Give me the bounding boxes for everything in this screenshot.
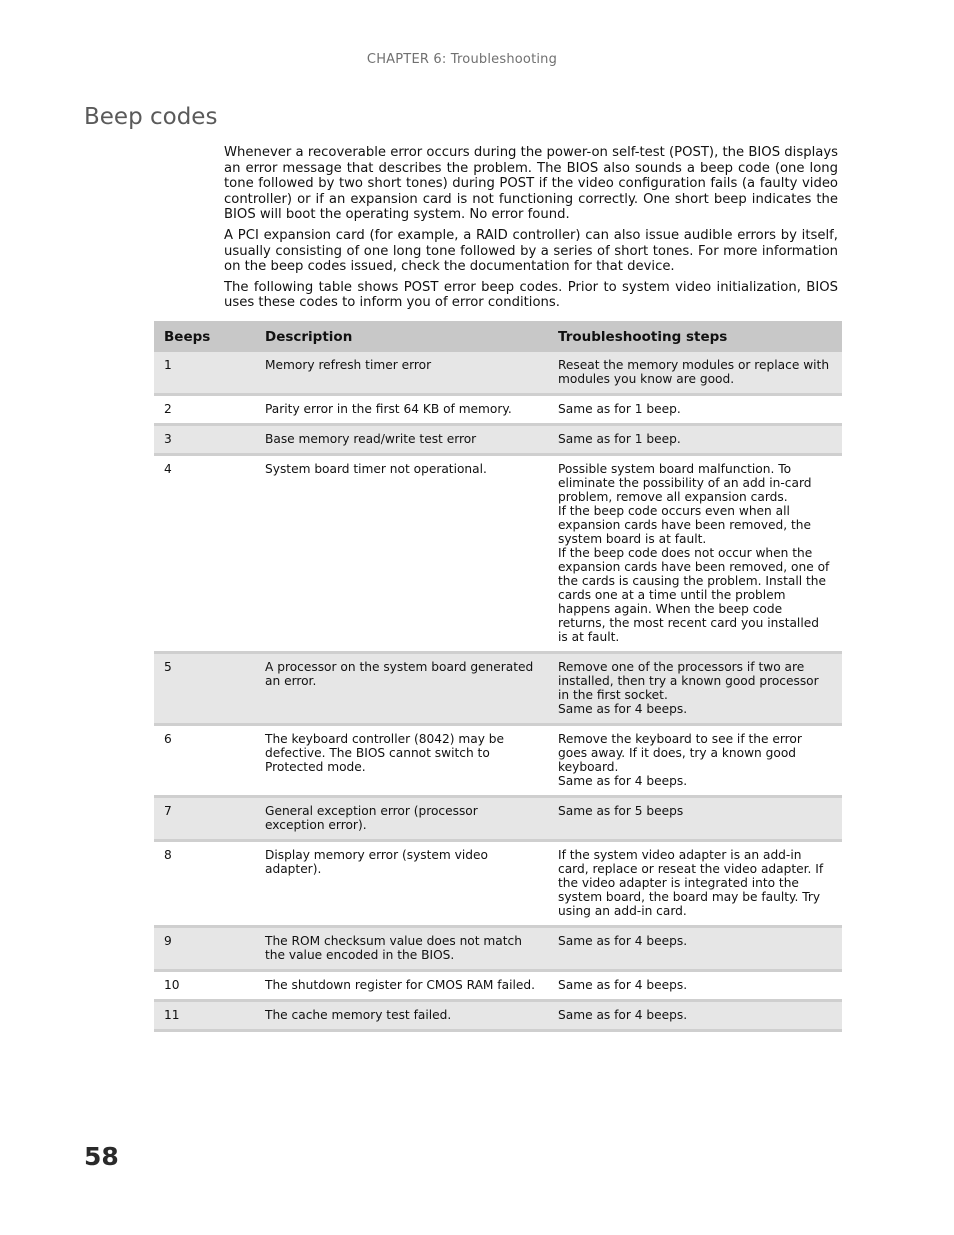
- steps-cell: Reseat the memory modules or replace with modules you know are good.: [548, 352, 842, 395]
- steps-cell: If the system video adapter is an add-in card, replace or reseat the video adapter. If the video adapter is integrated into the system board, the board may be faulty. Try using an add-in card.: [548, 841, 842, 927]
- table-row: [154, 725, 842, 797]
- header-beeps: Beeps: [154, 321, 255, 352]
- beeps-cell: 10: [154, 971, 255, 1001]
- steps-cell: Remove one of the processors if two are installed, then try a known good processor in the first socket. Same as for 4 beeps.: [548, 653, 842, 725]
- steps-cell: Same as for 1 beep.: [548, 425, 842, 455]
- steps-cell: Same as for 5 beeps: [548, 797, 842, 841]
- description-cell: The ROM checksum value does not match the value encoded in the BIOS.: [255, 927, 548, 971]
- beeps-cell: 3: [154, 425, 255, 455]
- running-header: CHAPTER 6: Troubleshooting: [366, 52, 558, 67]
- description-cell: General exception error (processor exception error).: [255, 797, 548, 841]
- header-troubleshooting-steps: Troubleshooting steps: [548, 321, 842, 352]
- steps-cell: Same as for 1 beep.: [548, 395, 842, 425]
- table-row: [154, 1001, 842, 1031]
- beeps-cell: 5: [154, 653, 255, 725]
- table-row: [154, 841, 842, 927]
- paragraph: The following table shows POST error beep codes. Prior to system video initialization, BIOS uses these codes to inform you of error conditions.: [224, 279, 838, 311]
- description-cell: A processor on the system board generated an error.: [255, 653, 548, 725]
- intro-text: [224, 145, 838, 316]
- description-cell: Base memory read/write test error: [255, 425, 548, 455]
- table-row: [154, 971, 842, 1001]
- steps-cell: Same as for 4 beeps.: [548, 1001, 842, 1031]
- section-title: Beep codes: [84, 104, 218, 130]
- steps-cell: Same as for 4 beeps.: [548, 927, 842, 971]
- beeps-cell: 11: [154, 1001, 255, 1031]
- table-row: [154, 395, 842, 425]
- steps-cell: Same as for 4 beeps.: [548, 971, 842, 1001]
- beeps-cell: 4: [154, 455, 255, 653]
- beeps-cell: 1: [154, 352, 255, 395]
- beeps-cell: 9: [154, 927, 255, 971]
- table-row: [154, 653, 842, 725]
- table-row: [154, 352, 842, 395]
- paragraph: A PCI expansion card (for example, a RAID controller) can also issue audible errors by itself, usually consisting of one long tone followed by a series of short tones. For more information on the beep codes issued, check the documentation for that device.: [224, 227, 838, 275]
- table-row: [154, 927, 842, 971]
- description-cell: The cache memory test failed.: [255, 1001, 548, 1031]
- description-cell: Memory refresh timer error: [255, 352, 548, 395]
- beeps-cell: 6: [154, 725, 255, 797]
- description-cell: Display memory error (system video adapter).: [255, 841, 548, 927]
- steps-cell: Remove the keyboard to see if the error goes away. If it does, try a known good keyboard. Same as for 4 beeps.: [548, 725, 842, 797]
- beeps-cell: 8: [154, 841, 255, 927]
- description-cell: Parity error in the first 64 KB of memory.: [255, 395, 548, 425]
- page-number: 58: [84, 1142, 119, 1171]
- header-description: Description: [255, 321, 548, 352]
- table-row: [154, 425, 842, 455]
- beeps-cell: 7: [154, 797, 255, 841]
- beeps-cell: 2: [154, 395, 255, 425]
- beep-codes-table: [154, 321, 842, 1032]
- description-cell: System board timer not operational.: [255, 455, 548, 653]
- description-cell: The keyboard controller (8042) may be defective. The BIOS cannot switch to Protected mode.: [255, 725, 548, 797]
- table-header-row: [154, 321, 842, 352]
- paragraph: Whenever a recoverable error occurs during the power-on self-test (POST), the BIOS displays an error message that describes the problem. The BIOS also sounds a beep code (one long tone followed by two short tones) during POST if the video configuration fails (a faulty video controller) or if an expansion card is not functioning correctly. One short beep indicates the BIOS will boot the operating system. No error found.: [224, 145, 838, 223]
- description-cell: The shutdown register for CMOS RAM failed.: [255, 971, 548, 1001]
- table-row: [154, 455, 842, 653]
- steps-cell: Possible system board malfunction. To eliminate the possibility of an add in-card problem, remove all expansion cards. If the beep code occurs even when all expansion cards have been removed, the system board is at fault. If the beep code does not occur when the expansion cards have been removed, one of the cards is causing the problem. Install the cards one at a time until the problem happens again. When the beep code returns, the most recent card you installed is at fault.: [548, 455, 842, 653]
- table-row: [154, 797, 842, 841]
